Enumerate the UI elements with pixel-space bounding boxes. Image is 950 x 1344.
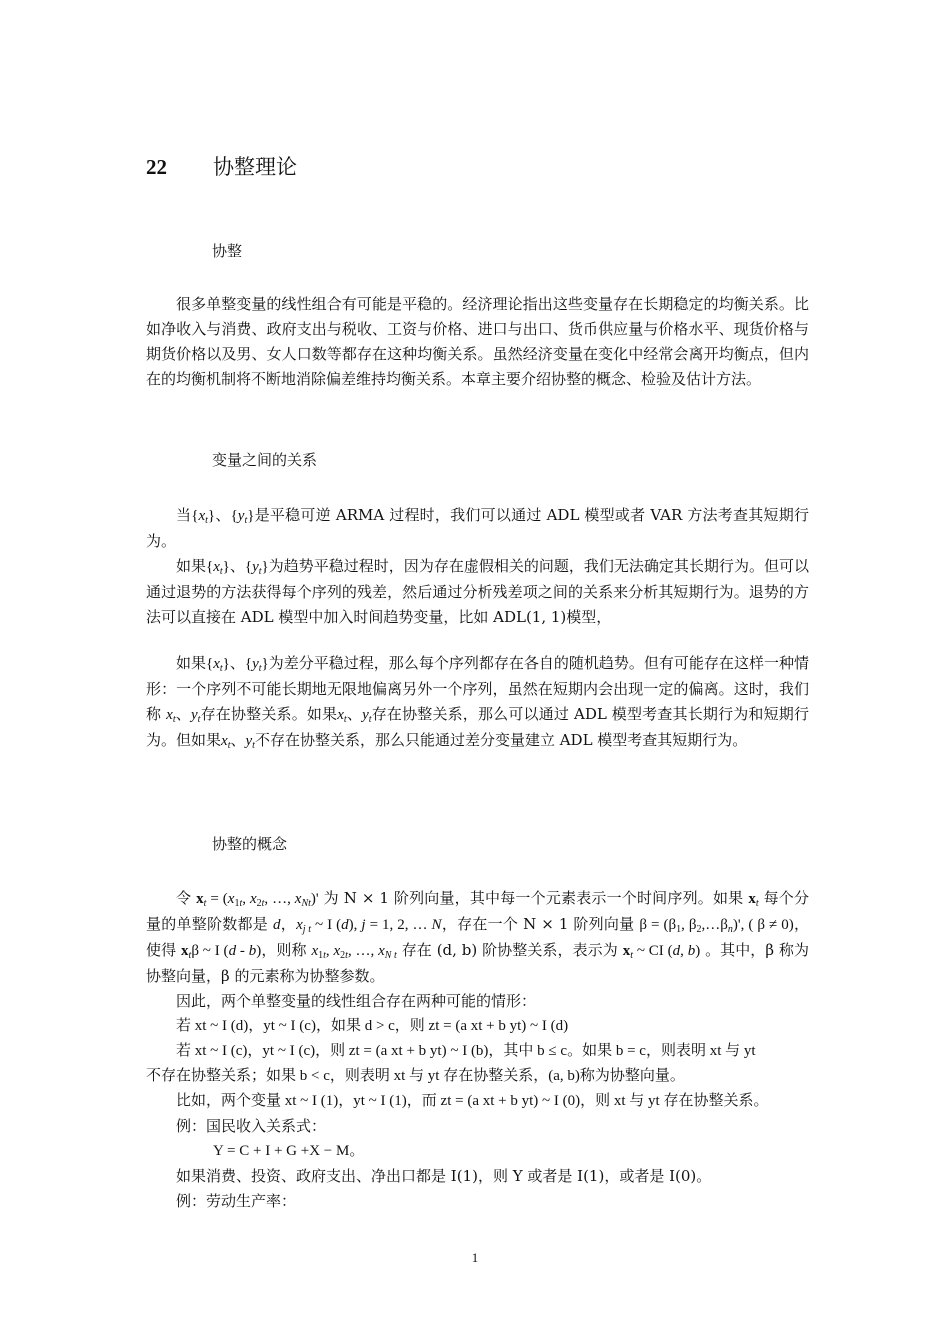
- relations-block-2: [146, 651, 809, 754]
- definition-paragraph: 令 $x_t = (x_{1t}$, $x_{2t}$, …, $x_{Nt})'$ 为 N × 1 阶列向量，其中每一个元素表示一个时间序列。如果 $x_t$ 每个分量的单整阶数都是 d，$x_{j t}$ ~ I (d), j = 1, 2, … N，存在一个 N × 1 阶列向量 $\beta = (\beta_1$, $\beta_2,\dots\beta_n)'$, ( β ≠ 0)，使得 $x_t\beta$ ~ I (d - b)，则称 $x_{1t}$, $x_{2t}$, …, $x_{N t}$ 存在 (d, b) 阶协整关系，表示为 $x_t$ ~ CI (d, b) 。其中，β 称为协整向量，β 的元素称为协整参数。: [146, 889, 810, 985]
- example-cointegration: 比如，两个变量 xt ~ I (1)，yt ~ I (1)，而 zt = (a xt + b yt) ~ I (0)，则 xt 与 yt 存在协整关系。: [176, 1093, 769, 1109]
- relations-block: [146, 503, 809, 630]
- section-title-cointegration: 协整: [212, 242, 243, 260]
- relations-para-3-text-a: 为差分平稳过程，那么每个序列都存在各自的随机趋势。但有可能存在这样一种情形：一个序列不可能长期地无限地偏离另外一个序列，虽然在短期内会出现一定的偏离。这时，我们称: [146, 654, 809, 723]
- definition-text-f: 存在 (d, b) 阶协整关系，表示为: [401, 941, 618, 959]
- example-2-label: 例：劳动生产率：: [176, 1192, 297, 1210]
- definition-text-b: 每个分量的单整阶数都是: [146, 889, 809, 933]
- relations-para-1: 当$\{x_t\}$、$\{y_t\}$是平稳可逆 ARMA 过程时，我们可以通过 ADL 模型或者 VAR 方法考查其短期行为。: [146, 506, 809, 550]
- relations-para-2-text: 为趋势平稳过程时，因为存在虚假相关的问题，我们无法确定其长期行为。但可以通过退势的方法获得每个序列的残差，然后通过分析残差项之间的关系来分析其短期行为。退势的方法可以直接在 ADL 模型中加入时间趋势变量，比如 ADL(1, 1)模型，: [146, 557, 809, 626]
- example-1-label: 例：国民收入关系式：: [176, 1117, 327, 1135]
- definition-text-g: 。其中，β 称为协整向量，β 的元素称为协整参数。: [146, 941, 810, 985]
- definition-text-d: ，使得: [146, 915, 809, 959]
- definition-text-e: ，则称: [261, 941, 307, 959]
- relations-para-2: 如果$\{x_t\}$、$\{y_t\}$为趋势平稳过程时，因为存在虚假相关的问题，我们无法确定其长期行为。但可以通过退势的方法获得每个序列的残差，然后通过分析残差项之间的关系来分析其短期行为。退势的方法可以直接在 ADL 模型中加入时间趋势变量，比如 ADL(1, 1)模型，: [146, 557, 809, 626]
- case-1: 若 xt ~ I (d)，yt ~ I (c)，如果 d > c，则 zt = (a xt + b yt) ~ I (d): [176, 1018, 569, 1034]
- case-2: 若 xt ~ I (c)，yt ~ I (c)，则 zt = (a xt + b yt) ~ I (b)，其中 b ≤ c。如果 b = c，则表明 xt 与 yt: [176, 1043, 756, 1059]
- definition-text-c: 存在一个 N × 1 阶列向量: [457, 915, 635, 933]
- intro-paragraph: [146, 292, 809, 392]
- example-1-text: 如果消费、投资、政府支出、净出口都是 I(1)，则 Y 或者是 I(1)，或者是 I(0)。: [176, 1167, 712, 1185]
- page-number: 1: [471, 1250, 479, 1265]
- chapter-number: 22: [146, 155, 167, 179]
- example-1-equation: Y = C + I + G +X − M。: [213, 1143, 365, 1159]
- intro-text: 很多单整变量的线性组合有可能是平稳的。经济理论指出这些变量存在长期稳定的均衡关系。比如净收入与消费、政府支出与税收、工资与价格、进口与出口、货币供应量与价格水平、现货价格与期货价格以及男、女人口数等都存在这种均衡关系。虽然经济变量在变化中经常会离开均衡点，但内在的均衡机制将不断地消除偏差维持均衡关系。本章主要介绍协整的概念、检验及估计方法。: [146, 295, 809, 388]
- section-title-relations: 变量之间的关系: [212, 451, 318, 469]
- definition-text-a: 为 N × 1 阶列向量，其中每一个元素表示一个时间序列。如果: [323, 889, 744, 907]
- relations-para-3-text-c: 存在协整关系，那么可以通过 ADL 模型考查其长期行为和短期行为。但如果: [146, 705, 809, 749]
- concept-line-2: 因此，两个单整变量的线性组合存在两种可能的情形：: [176, 992, 537, 1010]
- relations-para-3-text-d: 不存在协整关系，那么只能通过差分变量建立 ADL 模型考查其短期行为。: [254, 731, 748, 749]
- relations-para-3-text-b: 存在协整关系。如果: [200, 705, 338, 723]
- section-title-concept: 协整的概念: [212, 835, 288, 853]
- relations-para-3: 如果$\{x_t\}$、$\{y_t\}$为差分平稳过程，那么每个序列都存在各自的随机趋势。但有可能存在这样一种情形：一个序列不可能长期地无限地偏离另外一个序列，虽然在短期内会出现一定的偏离。这时，我们称 $x_t$、$y_t$存在协整关系。如果$x_t$、$y_t$存在协整关系，那么可以通过 ADL 模型考查其长期行为和短期行为。但如果$x_t$、$y_t$不存在协整关系，那么只能通过差分变量建立 ADL 模型考查其短期行为。: [146, 654, 809, 751]
- chapter-title: 协整理论: [213, 155, 297, 179]
- relations-para-1-text: 是平稳可逆 ARMA 过程时，我们可以通过 ADL 模型或者 VAR 方法考查其短期行为。: [146, 506, 809, 550]
- case-2-cont: 不存在协整关系；如果 b < c，则表明 xt 与 yt 存在协整关系，(a, b)称为协整向量。: [146, 1068, 685, 1084]
- concept-block: [146, 886, 809, 1214]
- chapter-heading: [146, 152, 297, 182]
